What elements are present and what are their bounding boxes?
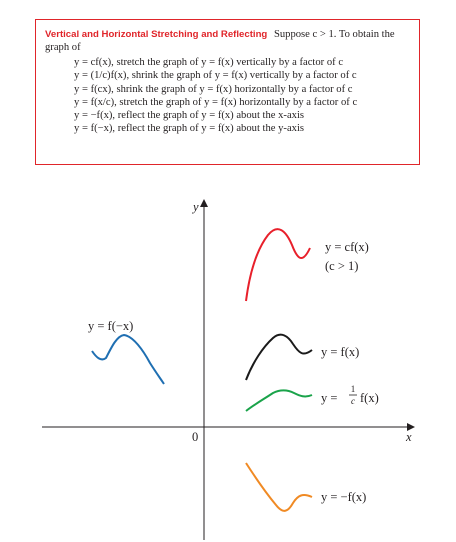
y-axis-label: y [193,200,199,214]
rule-item: y = f(x/c), stretch the graph of y = f(x) horizontally by a factor of c [74,96,358,108]
rule-item: y = cf(x), stretch the graph of y = f(x) vertically by a factor of c [74,57,344,68]
label-c-gt-1: (c > 1) [325,259,359,273]
box-title: Vertical and Horizontal Stretching and Reflecting [45,29,268,40]
frac-numerator: 1 [350,384,356,394]
label-cf: y = cf(x) [325,240,369,254]
curve-one-over-c-f [246,390,312,411]
frac-denominator: c [351,396,355,406]
rule-item: y = (1/c)f(x), shrink the graph of y = f(x) vertically by a factor of c [74,70,357,82]
rule-item: y = −f(x), reflect the graph of y = f(x) about the x-axis [74,110,305,122]
curve-f [246,335,312,380]
x-axis-label: x [406,430,412,444]
label-f-neg-x: y = f(−x) [88,319,134,333]
curve-cf [246,229,310,301]
box-intro-text: Suppose c > 1. To obtain the graph of [45,29,395,53]
rule-item: y = f(−x), reflect the graph of y = f(x) about the y-axis [74,123,305,135]
label-neg-f: y = −f(x) [321,490,367,504]
curve-f-neg-x [92,335,164,384]
label-one-over-c-f-prefix: y = [321,391,338,405]
curve-neg-f [246,463,312,511]
rule-item: y = f(cx), shrink the graph of y = f(x) horizontally by a factor of c [74,83,353,95]
origin-label: 0 [192,430,199,444]
label-one-over-c-f-suffix: f(x) [360,391,379,405]
label-f: y = f(x) [321,345,360,359]
label-one-over-c-f [321,384,379,406]
